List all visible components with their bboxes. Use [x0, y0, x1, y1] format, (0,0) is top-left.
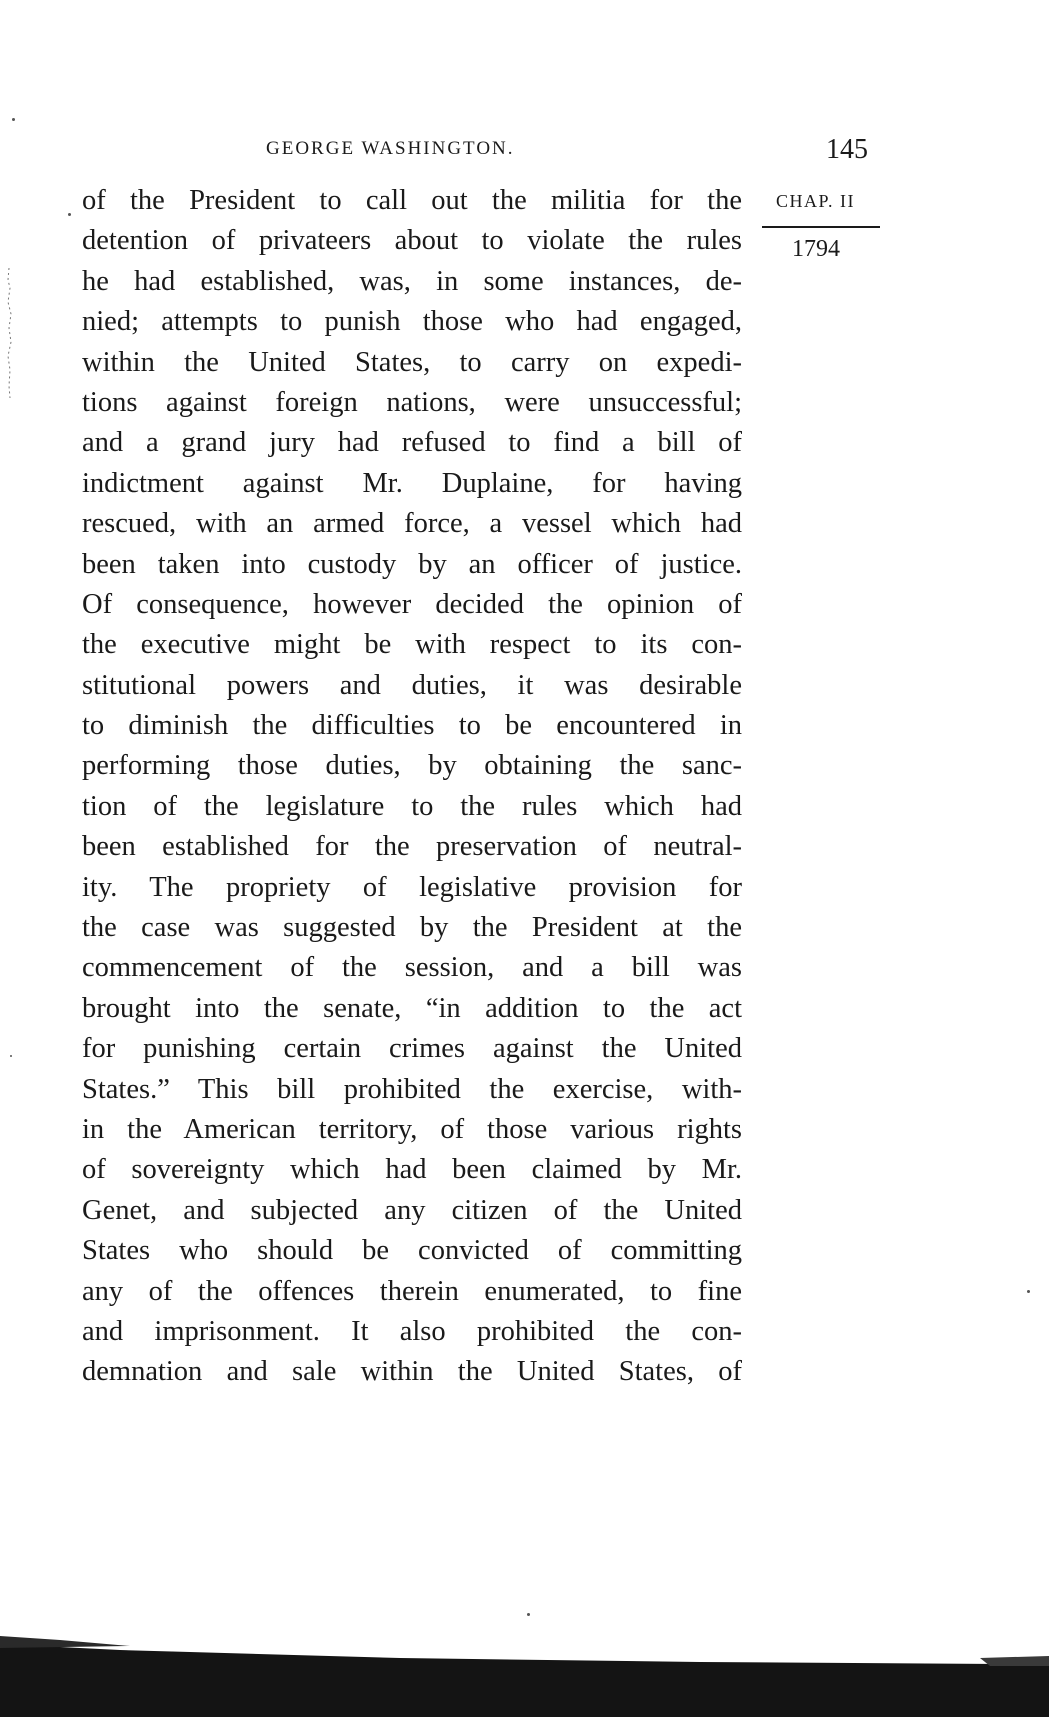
scan-speck	[68, 213, 71, 216]
text-line: been established for the preservation of neutral-	[82, 831, 742, 863]
body-text	[82, 181, 742, 1393]
text-line: States who should be convicted of committing	[82, 1235, 742, 1267]
text-line: tion of the legislature to the rules which had	[82, 790, 742, 822]
text-line: any of the offences therein enumerated, to fine	[82, 1275, 742, 1307]
text-line: indictment against Mr. Duplaine, for having	[82, 467, 742, 499]
margin-year-note: 1794	[792, 236, 840, 262]
text-line: commencement of the session, and a bill was	[82, 952, 742, 984]
text-line: Genet, and subjected any citizen of the United	[82, 1194, 742, 1226]
text-line: the executive might be with respect to its con-	[82, 629, 742, 661]
text-line: States.” This bill prohibited the exercise, with-	[82, 1073, 742, 1105]
running-title: GEORGE WASHINGTON.	[266, 138, 515, 159]
text-line: tions against foreign nations, were unsuccessful;	[82, 386, 742, 418]
text-line: been taken into custody by an officer of justice.	[82, 548, 742, 580]
scan-edge-mark	[3, 268, 15, 398]
margin-rule	[762, 226, 880, 228]
text-line: and a grand jury had refused to find a bill of	[82, 427, 742, 459]
text-line: in the American territory, of those various rights	[82, 1113, 742, 1145]
page-number: 145	[826, 134, 868, 165]
margin-chapter-note: CHAP. II	[776, 191, 856, 211]
text-line: of sovereignty which had been claimed by Mr.	[82, 1154, 742, 1186]
text-line: Of consequence, however decided the opinion of	[82, 588, 742, 620]
text-line: ity. The propriety of legislative provision for	[82, 871, 742, 903]
text-line: demnation and sale within the United States, of	[82, 1356, 742, 1388]
text-line: to diminish the difficulties to be encountered in	[82, 710, 742, 742]
text-line: the case was suggested by the President at the	[82, 912, 742, 944]
scan-speck	[1027, 1290, 1030, 1293]
text-line: nied; attempts to punish those who had engaged,	[82, 306, 742, 338]
text-line: brought into the senate, “in addition to the act	[82, 992, 742, 1024]
scan-speck	[527, 1613, 530, 1616]
text-line: for punishing certain crimes against the United	[82, 1033, 742, 1065]
text-line: within the United States, to carry on expedi-	[82, 346, 742, 378]
text-line: detention of privateers about to violate the rules	[82, 225, 742, 257]
text-line: rescued, with an armed force, a vessel which had	[82, 508, 742, 540]
text-line: performing those duties, by obtaining the sanc-	[82, 750, 742, 782]
text-line: stitutional powers and duties, it was desirable	[82, 669, 742, 701]
scan-speck	[10, 1055, 12, 1057]
scan-speck	[12, 118, 15, 121]
text-line: and imprisonment. It also prohibited the con-	[82, 1315, 742, 1347]
text-line: of the President to call out the militia for the	[82, 185, 742, 216]
scan-shadow-bar	[0, 1622, 1049, 1717]
text-line: he had established, was, in some instances, de-	[82, 265, 742, 297]
